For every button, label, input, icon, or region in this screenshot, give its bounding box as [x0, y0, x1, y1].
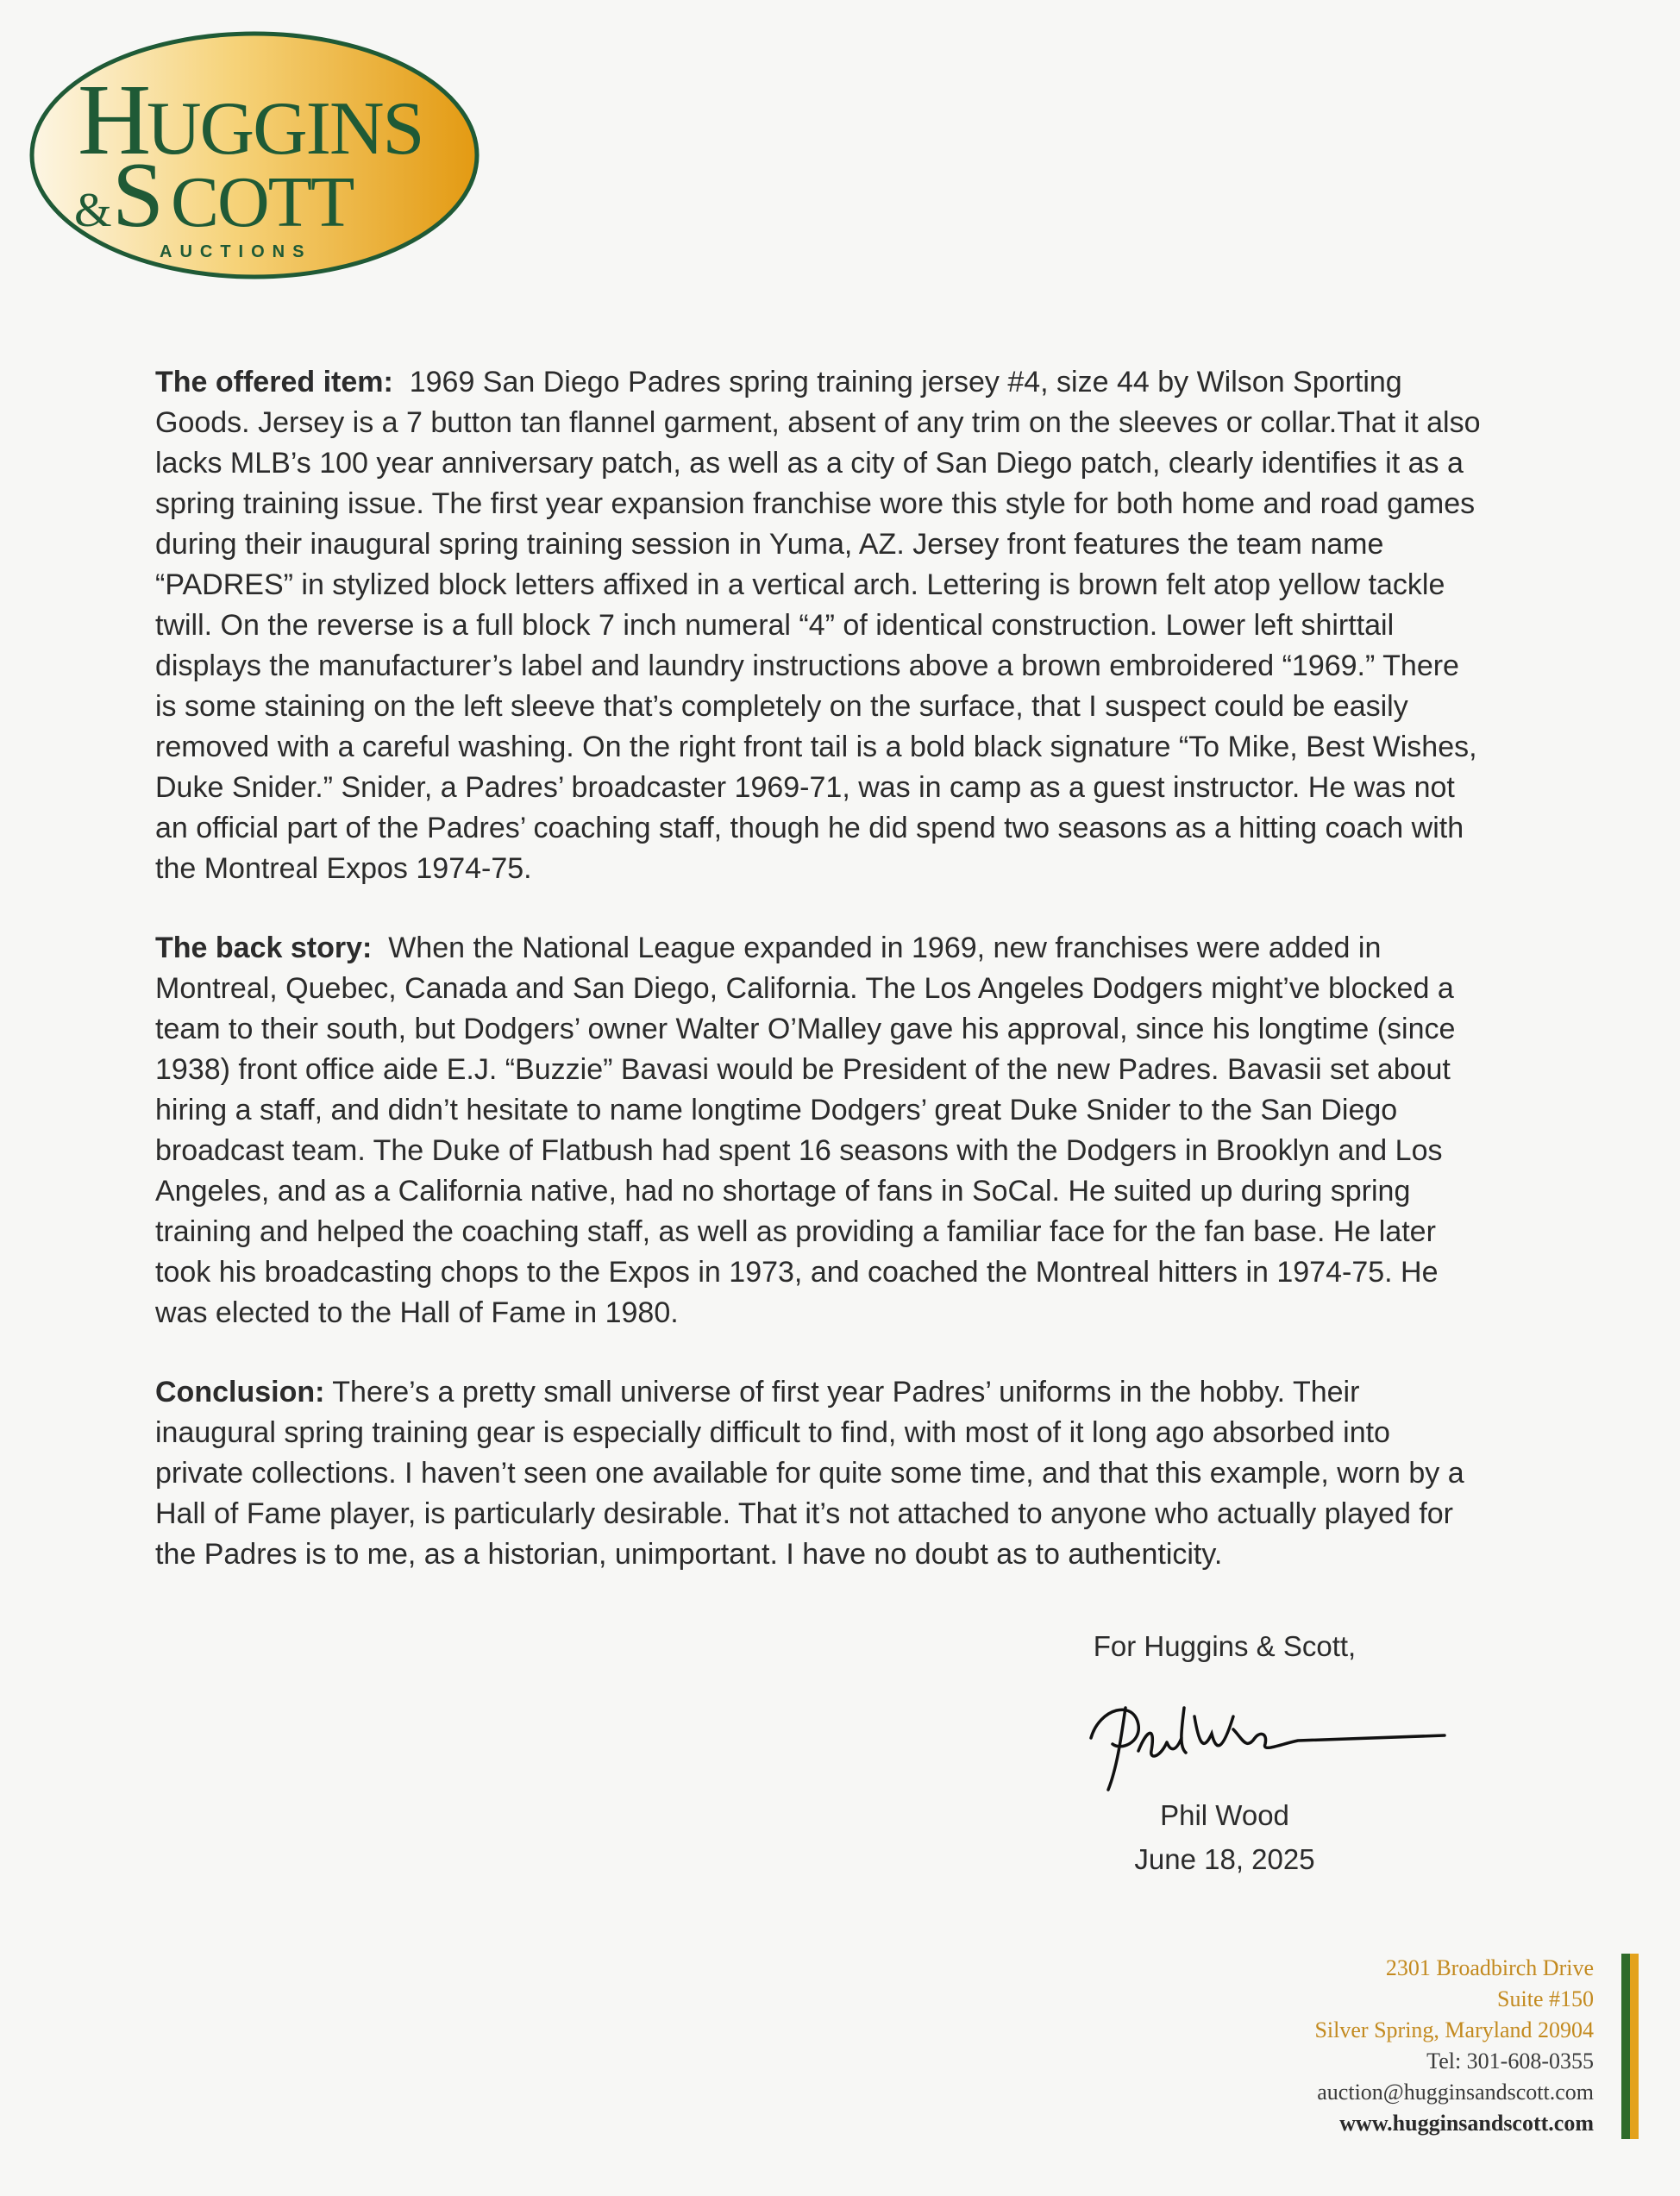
accent-bar-green [1621, 1954, 1630, 2139]
paragraph-heading: The back story: [155, 932, 373, 964]
svg-text:COTT: COTT [171, 162, 354, 242]
address-suite: Suite #150 [1497, 1986, 1594, 2011]
address-city: Silver Spring, Maryland 20904 [1314, 2017, 1594, 2042]
paragraph-back-story [155, 928, 1483, 1333]
address-street: 2301 Broadbirch Drive [1385, 1955, 1594, 1980]
svg-text:S: S [112, 144, 165, 247]
signer-name: Phil Wood [1160, 1799, 1289, 1831]
salutation: For Huggins & Scott, [1093, 1630, 1357, 1662]
accent-bar-yellow [1630, 1954, 1639, 2139]
svg-text:AUCTIONS: AUCTIONS [160, 242, 312, 261]
huggins-scott-logo [26, 26, 483, 285]
paragraph-heading: The offered item: [155, 366, 393, 398]
paragraph-offered-item [155, 362, 1483, 889]
svg-text:UGGINS: UGGINS [147, 87, 423, 171]
svg-text:H: H [78, 63, 152, 176]
address-tel: Tel: 301-608-0355 [1426, 2049, 1594, 2074]
letter-date: June 18, 2025 [1134, 1843, 1315, 1875]
svg-text:&: & [74, 184, 112, 237]
paragraph-text: When the National League expanded in 1969, new franchises were added in Montreal, Quebec, Canada and San Diego, California. The Los Angeles Dodgers might’ve blocked a team to their south, but Dodgers’ owner Walter O’Malley gave his approval, since his longtime (since 1938) front office aide E.J. “Buzzie” Bavasi would be President of the new Padres. Bavasii set about hiring a staff, and didn’t hesitate to name longtime Dodgers’ great Duke Snider to the San Diego broadcast team. The Duke of Flatbush had spent 16 seasons with the Dodgers in Brooklyn and Los Angeles, and as a California native, had no shortage of fans in SoCal. He suited up during spring training and helped the coaching staff, as well as providing a familiar face for the fan base. He later took his broadcasting chops to the Expos in 1973, and coached the Montreal hitters in 1974-75. He was elected to the Hall of Fame in 1980. [155, 932, 1456, 1329]
signature [1074, 1691, 1462, 1794]
paragraph-heading: Conclusion: [155, 1376, 325, 1409]
paragraph-text: 1969 San Diego Padres spring training jersey #4, size 44 by Wilson Sporting Goods. Jersey is a 7 button tan flannel garment, absent of any trim on the sleeves or collar.That it also lacks MLB’s 100 year anniversary patch, as well as a city of San Diego patch, clearly identifies it as a spring training issue. The first year expansion franchise wore this style for both home and road games during their inaugural spring training session in Yuma, AZ. Jersey front features the team name “PADRES” in stylized block letters affixed in a vertical arch. Lettering is brown felt atop yellow tackle twill. On the reverse is a full block 7 inch numeral “4” of identical construction. Lower left shirttail displays the manufacturer’s label and laundry instructions above a brown embroidered “1969.” There is some staining on the left sleeve that’s completely on the surface, that I suspect could be easily removed with a careful washing. On the right front tail is a bold black signature “To Mike, Best Wishes, Duke Snider.” Snider, a Padres’ broadcaster 1969-71, was in camp as a guest instructor. He was not an official part of the Padres’ coaching staff, though he did spend two seasons as a hitting coach with the Montreal Expos 1974-75. [155, 366, 1481, 885]
company-address [904, 1953, 1594, 2139]
paragraph-conclusion [155, 1372, 1483, 1575]
address-website: www.hugginsandscott.com [1339, 2111, 1594, 2136]
footer-accent-bar [1621, 1954, 1639, 2139]
letter-body [155, 362, 1483, 1614]
address-email: auction@hugginsandscott.com [1317, 2080, 1594, 2105]
paragraph-text: There’s a pretty small universe of first year Padres’ uniforms in the hobby. Their inaugural spring training gear is especially difficult to find, with most of it long ago absorbed into private collections. I haven’t seen one available for quite some time, and that this example, worn by a Hall of Fame player, is particularly desirable. That it’s not attached to anyone who actually played for the Padres is to me, as a historian, unimportant. I have no doubt as to authenticity. [155, 1376, 1464, 1571]
